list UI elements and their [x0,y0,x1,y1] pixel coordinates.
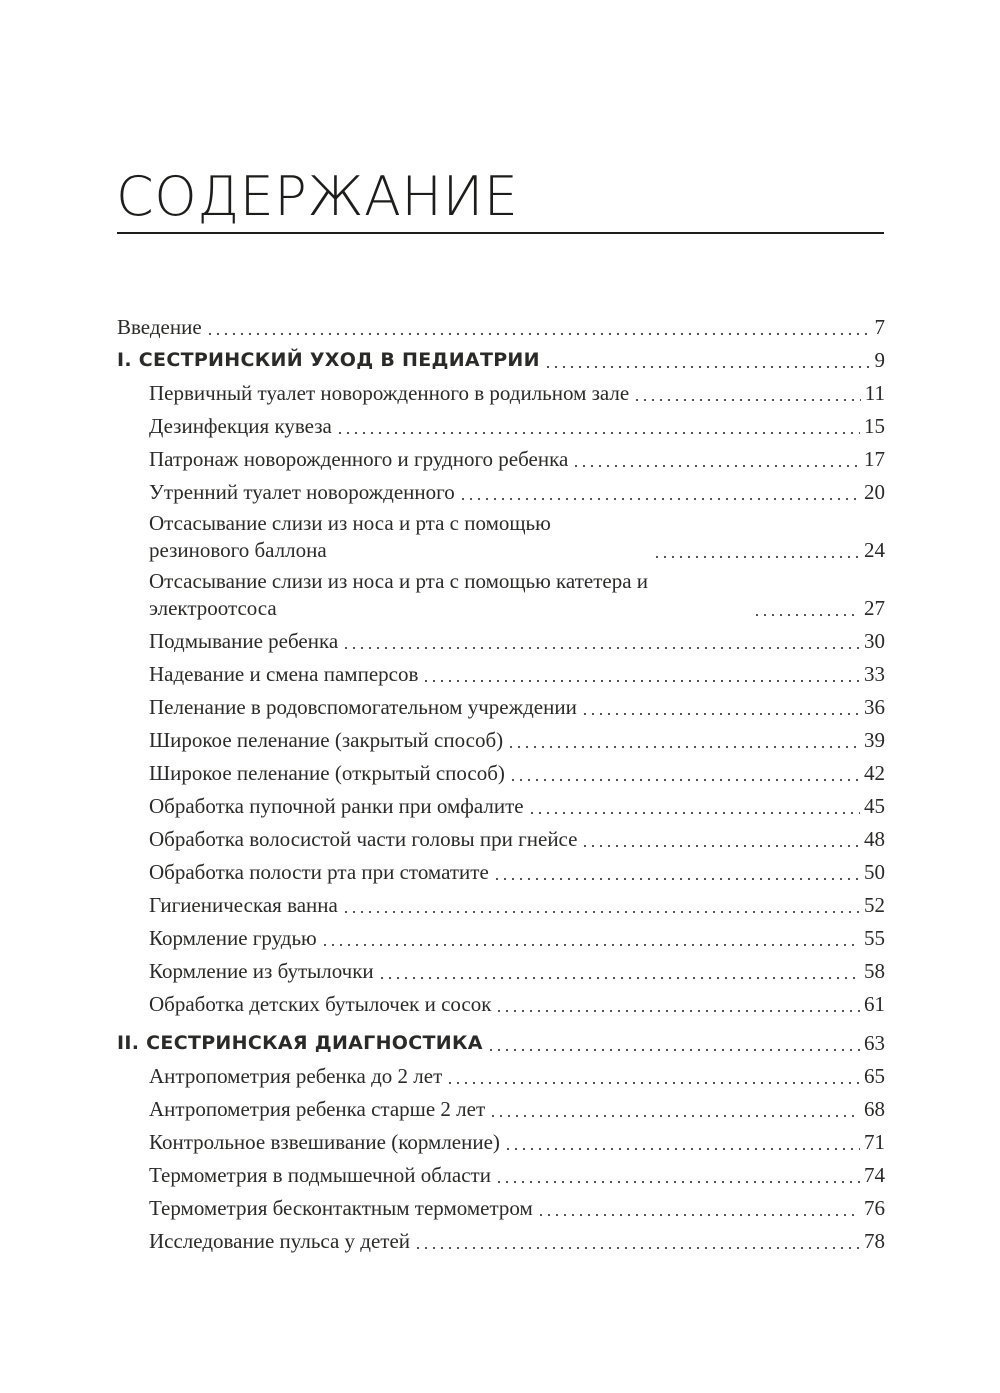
toc-entry[interactable] [117,690,885,723]
dot-leader [528,812,860,814]
toc-entry[interactable] [117,954,885,987]
toc-page-number: 61 [864,992,885,1016]
toc-entry[interactable] [117,624,885,657]
toc-page-number: 52 [864,893,885,917]
toc-section-title: I. СЕСТРИНСКИЙ УХОД В ПЕДИАТРИИ [117,349,540,371]
toc-entry[interactable] [117,822,885,855]
toc-entry[interactable] [117,566,885,624]
dot-leader [414,1247,860,1249]
toc-page-number: 39 [864,728,885,752]
toc-entry-title: Широкое пеленание (открытый способ) [149,761,505,785]
dot-leader [321,944,860,946]
toc-entry[interactable] [117,855,885,888]
toc-page-number: 27 [864,596,885,620]
toc-entry[interactable] [117,1224,885,1257]
dot-leader [336,432,860,434]
toc-entry-title: Контрольное взвешивание (кормление) [149,1130,500,1154]
toc-page-number: 50 [864,860,885,884]
toc-page-number: 15 [864,414,885,438]
toc-entry[interactable] [117,1125,885,1158]
toc-entry-title: Отсасывание слизи из носа и рта с помощью резинового баллона [149,511,551,562]
toc-page-number: 78 [864,1229,885,1253]
toc-entry[interactable] [117,1191,885,1224]
dot-leader [446,1082,860,1084]
toc-entry[interactable] [117,475,885,508]
toc-entry-intro[interactable] [117,310,885,343]
toc-page-number: 42 [864,761,885,785]
toc-page-number: 20 [864,480,885,504]
toc-page-number: 74 [864,1163,885,1187]
toc-entry[interactable] [117,657,885,690]
toc-entry-title: Надевание и смена памперсов [149,662,419,686]
toc-page-number: 55 [864,926,885,950]
dot-leader [653,556,860,558]
toc-entry-title: Гигиеническая ванна [149,893,338,917]
dot-leader [504,1148,860,1150]
toc-entry-title: Термометрия бесконтактным термометром [149,1196,533,1220]
toc-page-number: 45 [864,794,885,818]
dot-leader [509,779,860,781]
dot-leader [487,1049,860,1051]
dot-leader [489,1115,860,1117]
toc-section-2[interactable] [117,1026,885,1059]
page-title: СОДЕРЖАНИЕ [116,165,519,228]
table-of-contents [117,310,885,1257]
dot-leader [633,399,861,401]
dot-leader [342,647,860,649]
toc-page-number: 58 [864,959,885,983]
toc-page-number: 33 [864,662,885,686]
dot-leader [342,911,860,913]
toc-entry[interactable] [117,756,885,789]
toc-entry-title: Антропометрия ребенка до 2 лет [149,1064,443,1088]
toc-entry[interactable] [117,1092,885,1125]
toc-section-title: II. СЕСТРИНСКАЯ ДИАГНОСТИКА [117,1032,483,1054]
toc-entry-title: Кормление грудью [149,926,317,950]
dot-leader [753,614,860,616]
toc-entry-title: Исследование пульса у детей [149,1229,411,1253]
toc-page-number: 17 [864,447,885,471]
dot-leader [581,713,860,715]
toc-page-number: 9 [874,348,885,372]
dot-leader [581,845,860,847]
toc-entry-title: Широкое пеленание (закрытый способ) [149,728,504,752]
dot-leader [572,465,860,467]
toc-page-number: 76 [864,1196,885,1220]
toc-section-1[interactable] [117,343,885,376]
toc-page-number: 7 [874,315,885,339]
toc-page-number: 63 [864,1031,885,1055]
toc-entry-title: Обработка пупочной ранки при омфалите [149,794,524,818]
dot-leader [537,1214,860,1216]
dot-leader [422,680,860,682]
toc-page-number: 65 [864,1064,885,1088]
toc-entry-title: Обработка детских бутылочек и сосок [149,992,492,1016]
toc-entry[interactable] [117,1158,885,1191]
toc-entry-title: Утренний туалет новорожденного [149,480,455,504]
toc-entry-title: Первичный туалет новорожденного в родильном зале [149,381,630,405]
toc-page-number: 11 [864,381,885,405]
toc-entry[interactable] [117,442,885,475]
toc-entry-title: Кормление из бутылочки [149,959,374,983]
toc-entry[interactable] [117,789,885,822]
dot-leader [544,366,871,368]
toc-entry[interactable] [117,508,885,566]
dot-leader [495,1181,860,1183]
dot-leader [459,498,860,500]
toc-entry-title: Обработка волосистой части головы при гнейсе [149,827,578,851]
dot-leader [507,746,860,748]
toc-entry-title: Подмывание ребенка [149,629,339,653]
toc-entry-title: Пеленание в родовспомогательном учреждении [149,695,577,719]
toc-page-number: 48 [864,827,885,851]
toc-page-number: 68 [864,1097,885,1121]
dot-leader [378,977,860,979]
toc-page-number: 71 [864,1130,885,1154]
toc-entry[interactable] [117,888,885,921]
dot-leader [495,1010,860,1012]
toc-entry-title: Дезинфекция кувеза [149,414,332,438]
toc-entry[interactable] [117,1059,885,1092]
title-divider [117,232,884,234]
toc-entry-title: Патронаж новорожденного и грудного ребенка [149,447,569,471]
dot-leader [206,333,871,335]
toc-entry[interactable] [117,921,885,954]
toc-entry[interactable] [117,376,885,409]
toc-entry-title: Отсасывание слизи из носа и рта с помощью катетера и электроотсоса [149,569,649,620]
toc-entry-title: Обработка полости рта при стоматите [149,860,489,884]
dot-leader [493,878,860,880]
toc-entry[interactable] [117,987,885,1020]
toc-entry[interactable] [117,723,885,756]
toc-entry-title: Введение [117,315,202,339]
toc-page-number: 36 [864,695,885,719]
toc-entry-title: Термометрия в подмышечной области [149,1163,491,1187]
toc-page-number: 30 [864,629,885,653]
toc-entry[interactable] [117,409,885,442]
toc-entry-title: Антропометрия ребенка старше 2 лет [149,1097,486,1121]
toc-page-number: 24 [864,538,885,562]
